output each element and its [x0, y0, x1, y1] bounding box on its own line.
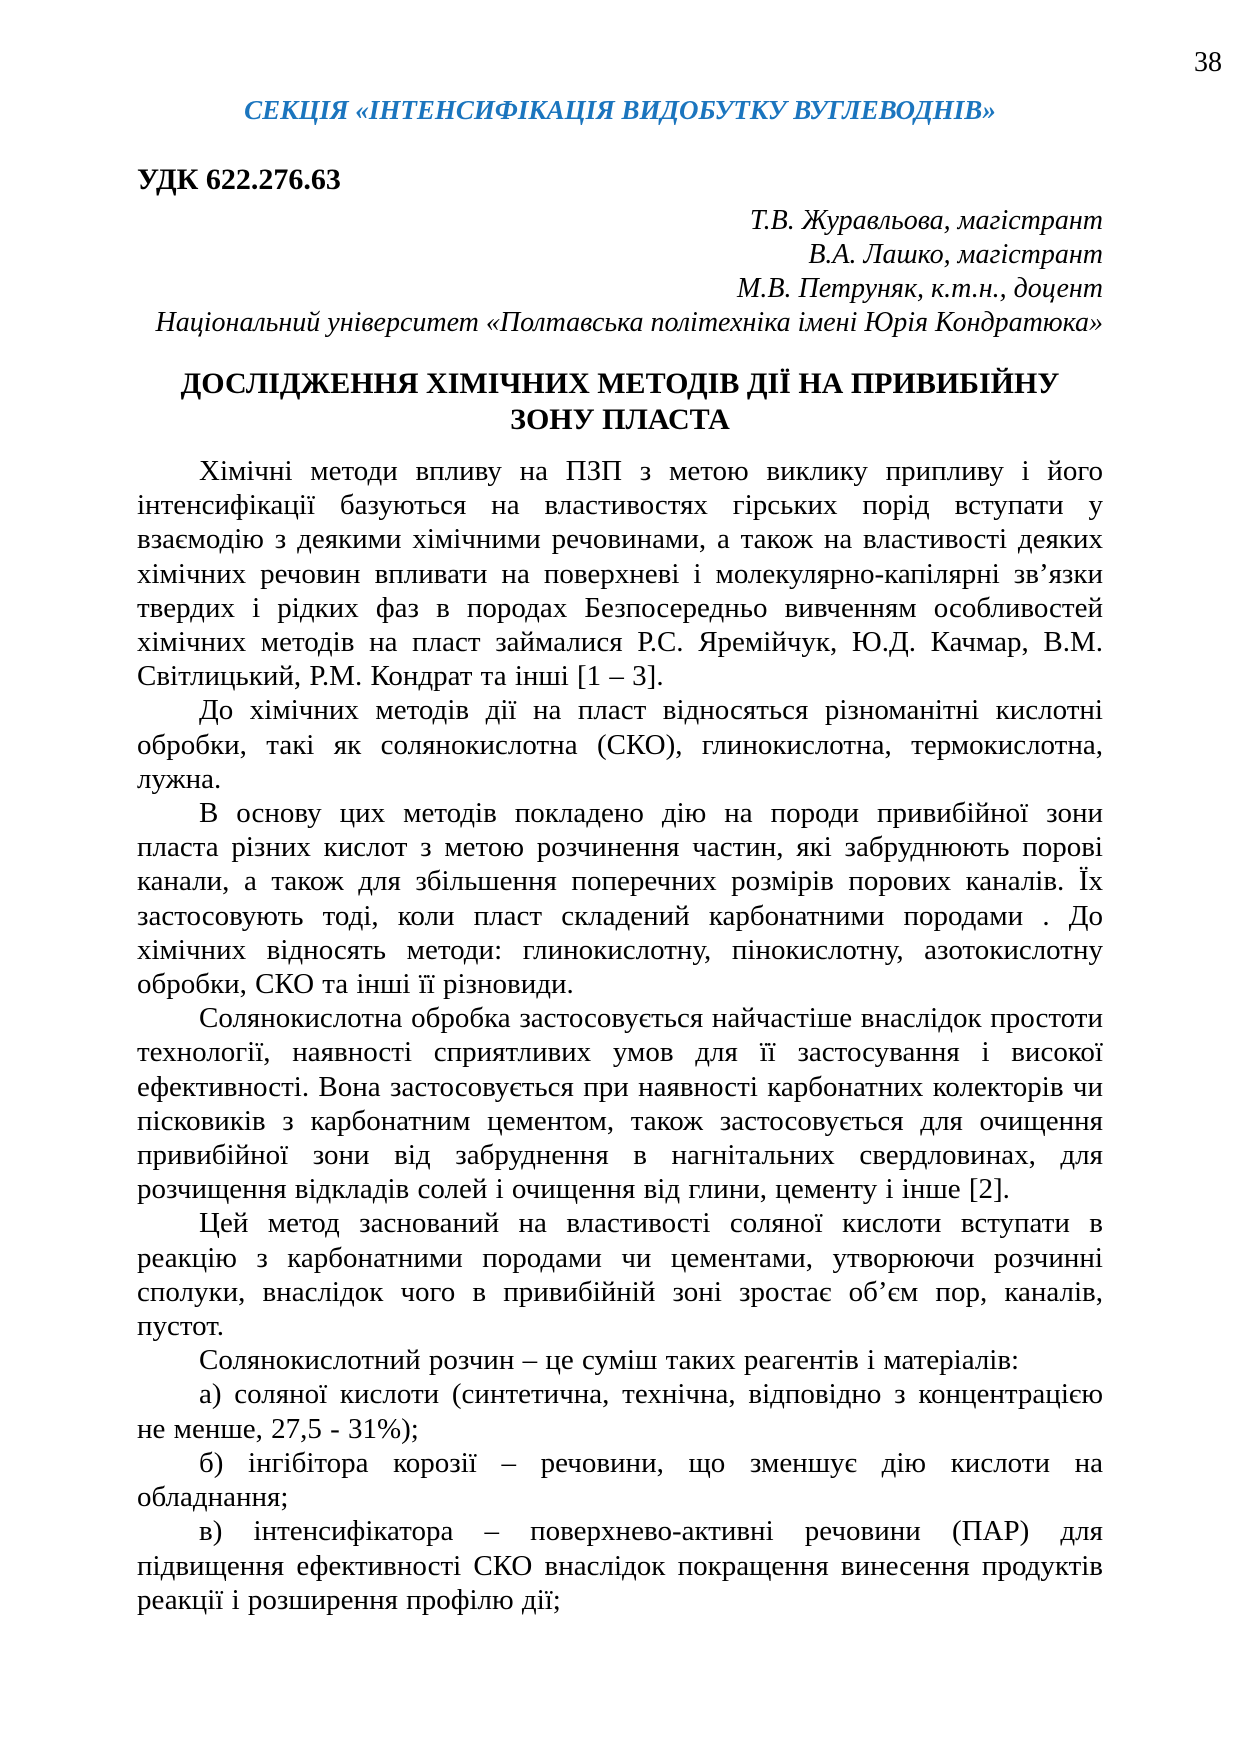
paragraph: Цей метод заснований на властивості соляної кислоти вступати в реакцію з карбонатними породами чи цементами, утворюючи розчинні сполуки, внаслідок чого в привибійній зоні зростає об’єм пор, каналів, пустот.: [137, 1207, 1103, 1343]
author-line: М.В. Петруняк, к.т.н., доцент: [737, 273, 1103, 304]
paragraph: а) соляної кислоти (синтетична, технічна, відповідно з концентрацією не менше, 27,5 - 31%);: [137, 1378, 1103, 1445]
article-body: [137, 454, 1103, 1617]
affiliation-line: Національний університет «Полтавська політехніка імені Юрія Кондратюка»: [155, 307, 1103, 338]
paragraph: В основу цих методів покладено дію на породи привибійної зони пласта різних кислот з метою розчинення частин, які забруднюють порові канали, а також для збільшення поперечних розмірів порових каналів. Їх застосовують тоді, коли пласт складений карбонатними породами . До хімічних відносять методи: глинокислотну, пінокислотну, азотокислотну обробки, СКО та інші її різновиди.: [137, 797, 1103, 1001]
authors-block: [137, 204, 1103, 340]
udc-label: УДК 622.276.63: [137, 163, 341, 196]
paper-title-line1: ДОСЛІДЖЕННЯ ХІМІЧНИХ МЕТОДІВ ДІЇ НА ПРИВИБІЙНУ: [180, 367, 1060, 400]
author-line: В.А. Лашко, магістрант: [808, 239, 1103, 270]
paragraph: в) інтенсифікатора – поверхнево-активні речовини (ПАР) для підвищення ефективності СКО внаслідок покращення винесення продуктів реакції і розширення профілю дії;: [137, 1515, 1103, 1616]
paragraph: б) інгібітора корозії – речовини, що зменшує дію кислоти на обладнання;: [137, 1446, 1103, 1514]
paragraph: До хімічних методів дії на пласт відносяться різноманітні кислотні обробки, такі як солянокислотна (СКО), глинокислотна, термокислотна, лужна.: [137, 694, 1103, 795]
paragraph: Солянокислотний розчин – це суміш таких реагентів і матеріалів:: [199, 1344, 1020, 1377]
page-number: 38: [1194, 47, 1222, 78]
author-line: Т.В. Журавльова, магістрант: [749, 205, 1103, 236]
section-header: СЕКЦІЯ «ІНТЕНСИФІКАЦІЯ ВИДОБУТКУ ВУГЛЕВОДНІВ»: [244, 95, 996, 125]
page-content: [137, 162, 1103, 1617]
paper-title-line2: ЗОНУ ПЛАСТА: [510, 403, 730, 436]
paragraph: Хімічні методи впливу на ПЗП з метою виклику припливу і його інтенсифікації базуються на властивостях гірських порід вступати у взаємодію з деякими хімічними речовинами, а також на властивості деяких хімічних речовин впливати на поверхневі і молекулярно-капілярні зв’язки твердих і рідких фаз в породах Безпосередньо вивченням особливостей хімічних методів на пласт займалися Р.С. Яремійчук, Ю.Д. Качмар, В.М. Світлицький, Р.М. Кондрат та інші [1 – 3].: [137, 455, 1103, 693]
paper-title: [137, 366, 1103, 438]
paragraph: Солянокислотна обробка застосовується найчастіше внаслідок простоти технології, наявності сприятливих умов для її застосування і високої ефективності. Вона застосовується при наявності карбонатних колекторів чи пісковиків з карбонатним цементом, також застосовується для очищення привибійної зони від забруднення в нагнітальних свердловинах, для розчищення відкладів солей і очищення від глини, цементу і інше [2].: [137, 1002, 1103, 1206]
